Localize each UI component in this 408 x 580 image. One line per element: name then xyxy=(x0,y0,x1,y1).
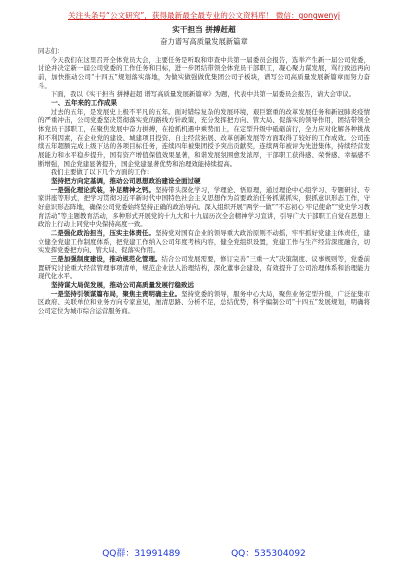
item-text-1: 坚持带头深化学习，学理论、悟原理，通过理论中心组学习、专题研讨、专家讲座等形式，把学习贯彻习近平新时代中国特色社会主义思想作为首要政治任务抓紧抓实，狠抓意识形态工作，守好意识形态阵地，确保公司党委始终坚持正确的政治导向。深入组织开展“两学一做”“不忘初心 牢记使命”“党史学习教育活动”等主题教育活动，多种形式开展党的十九大和十九届历次全会精神学习宣讲，引导广大干部职工自觉在思想上政治上行动上同党中央保持高度一致。 xyxy=(38,185,371,229)
item-paragraph-2 xyxy=(38,229,370,255)
intro-paragraph-1: 今天我们在这里召开全体党员大会，主要任务是听取和审查中共第一届委员会报告，选举产生新一届公司党委，讨论并决定新一届公司党委的工作任务和目标，进一步团结带领全体党员干部职工，凝心聚力谋发展，骂行致远再向前，加快推动公司“十四五”规划落实落地，为做实做强做优集团公司子板块，谱写公司高质量发展新篇章而努力奋斗。 xyxy=(38,55,370,90)
item-text-3: 结合公司发展需要，修订完善“三重一大”决策制度、议事规则等，党委前置研究讨论重大经营管理事项清单，规范企业法人治理结构，深化董事会建设，有效提升了公司治理体系和治理能力现代化水平。 xyxy=(38,254,370,281)
subsection-heading-1: 坚持把方向定基调，推动公司思想政治建设全面过硬 xyxy=(51,176,201,185)
document-body xyxy=(38,24,370,315)
doc-title: 实干担当 拼搏赶超 xyxy=(172,25,236,34)
section1-paragraph-1: 过去的五年，是发展史上极不平凡的五年。面对错综复杂的发展环境，艰巨繁重的改革发展任务和新冠肺炎疫情的严重冲击，公司党委坚决贯彻落实党的路线方针政策，充分发挥把方向、管大局、促落实的领导作用，团结带领全体党员干部职工，在聚焦发展中奋力拼搏，在抢抓机遇中乘势而上，在定型升级中砥砺前行，全力应对化解各种挑战和不利因素，在企业党的建设、城建项目投资、自主经营拓展、改革创新发展等方面取得了较好的工作成效。公司连续五年超额完成上级下达的各项目标任务，连续四年被集团授予突出贡献奖，连续两年被评为先进集体，持续经营发展能力和水平稳步提升，国有资产增值保值效果显著，和谐发展氛围愈发浓厚，干部职工获得感、荣誉感、幸福感不断增强，国企党建显著提升，国企党建显著优势和治理效能持续提高。 xyxy=(38,107,370,168)
item-lead-1: 一是强化理论武装，补足精神之钙。 xyxy=(50,185,156,194)
item-lead-2: 二是强化政治担当，压实主体责任。 xyxy=(50,228,156,237)
footer-contact xyxy=(0,546,408,559)
section-heading-1: 一、五年来的工作成果 xyxy=(51,98,118,107)
subsection-heading-2: 坚持谋大局促发展，推动公司高质量发展行稳致远 xyxy=(51,280,194,289)
footer-qq-group[interactable]: QQ群：31991489 xyxy=(102,549,181,559)
header-banner[interactable]: 关注头条号“公文研究”，获得最新最全最专业的公文资料库！ 微信：gongwenyj xyxy=(68,11,340,20)
item-text-4: 坚持党委的领导，服务中心大局，聚焦业务定型升级，广泛征集市区政府、关联单位和业务方向专家意见，厘清思路、分析不足，总结优势，科学编制公司“十四五”发展规划，明确将公司定位为城市综合运营服务商。 xyxy=(38,289,371,315)
salutation: 同志们： xyxy=(38,47,64,55)
item-paragraph-1 xyxy=(38,186,370,229)
footer-qq[interactable]: QQ：535304092 xyxy=(231,549,306,559)
item-text-2: 坚持党对国有企业的领导重大政治原则不动摇，牢牢抓好党建主体责任，建立健全党建工作制度体系，把党建工作纳入公司年度考核内容，健全党组织设置，党建工作与生产经营深度融合，切实发挥党委把方向、管大局、促落实作用。 xyxy=(38,228,371,255)
item-lead-3: 三是加强制度建设，推动规范化管理。 xyxy=(50,254,162,263)
section1-paragraph-2: 我们主要做了以下几个方面的工作： xyxy=(50,168,154,177)
intro-paragraph-2: 下面，我以《实干担当 拼搏赶超 谱写高质量发展新篇章》为题，代表中共第一届委员会报告，请大会审议。 xyxy=(50,90,356,99)
item-lead-4: 一是坚持引领谋篇布局，聚焦主责明确主业。 xyxy=(50,289,182,298)
doc-subtitle: 奋力谱写高质量发展新篇章 xyxy=(160,37,248,46)
item-paragraph-4 xyxy=(38,290,370,316)
item-paragraph-3 xyxy=(38,255,370,281)
